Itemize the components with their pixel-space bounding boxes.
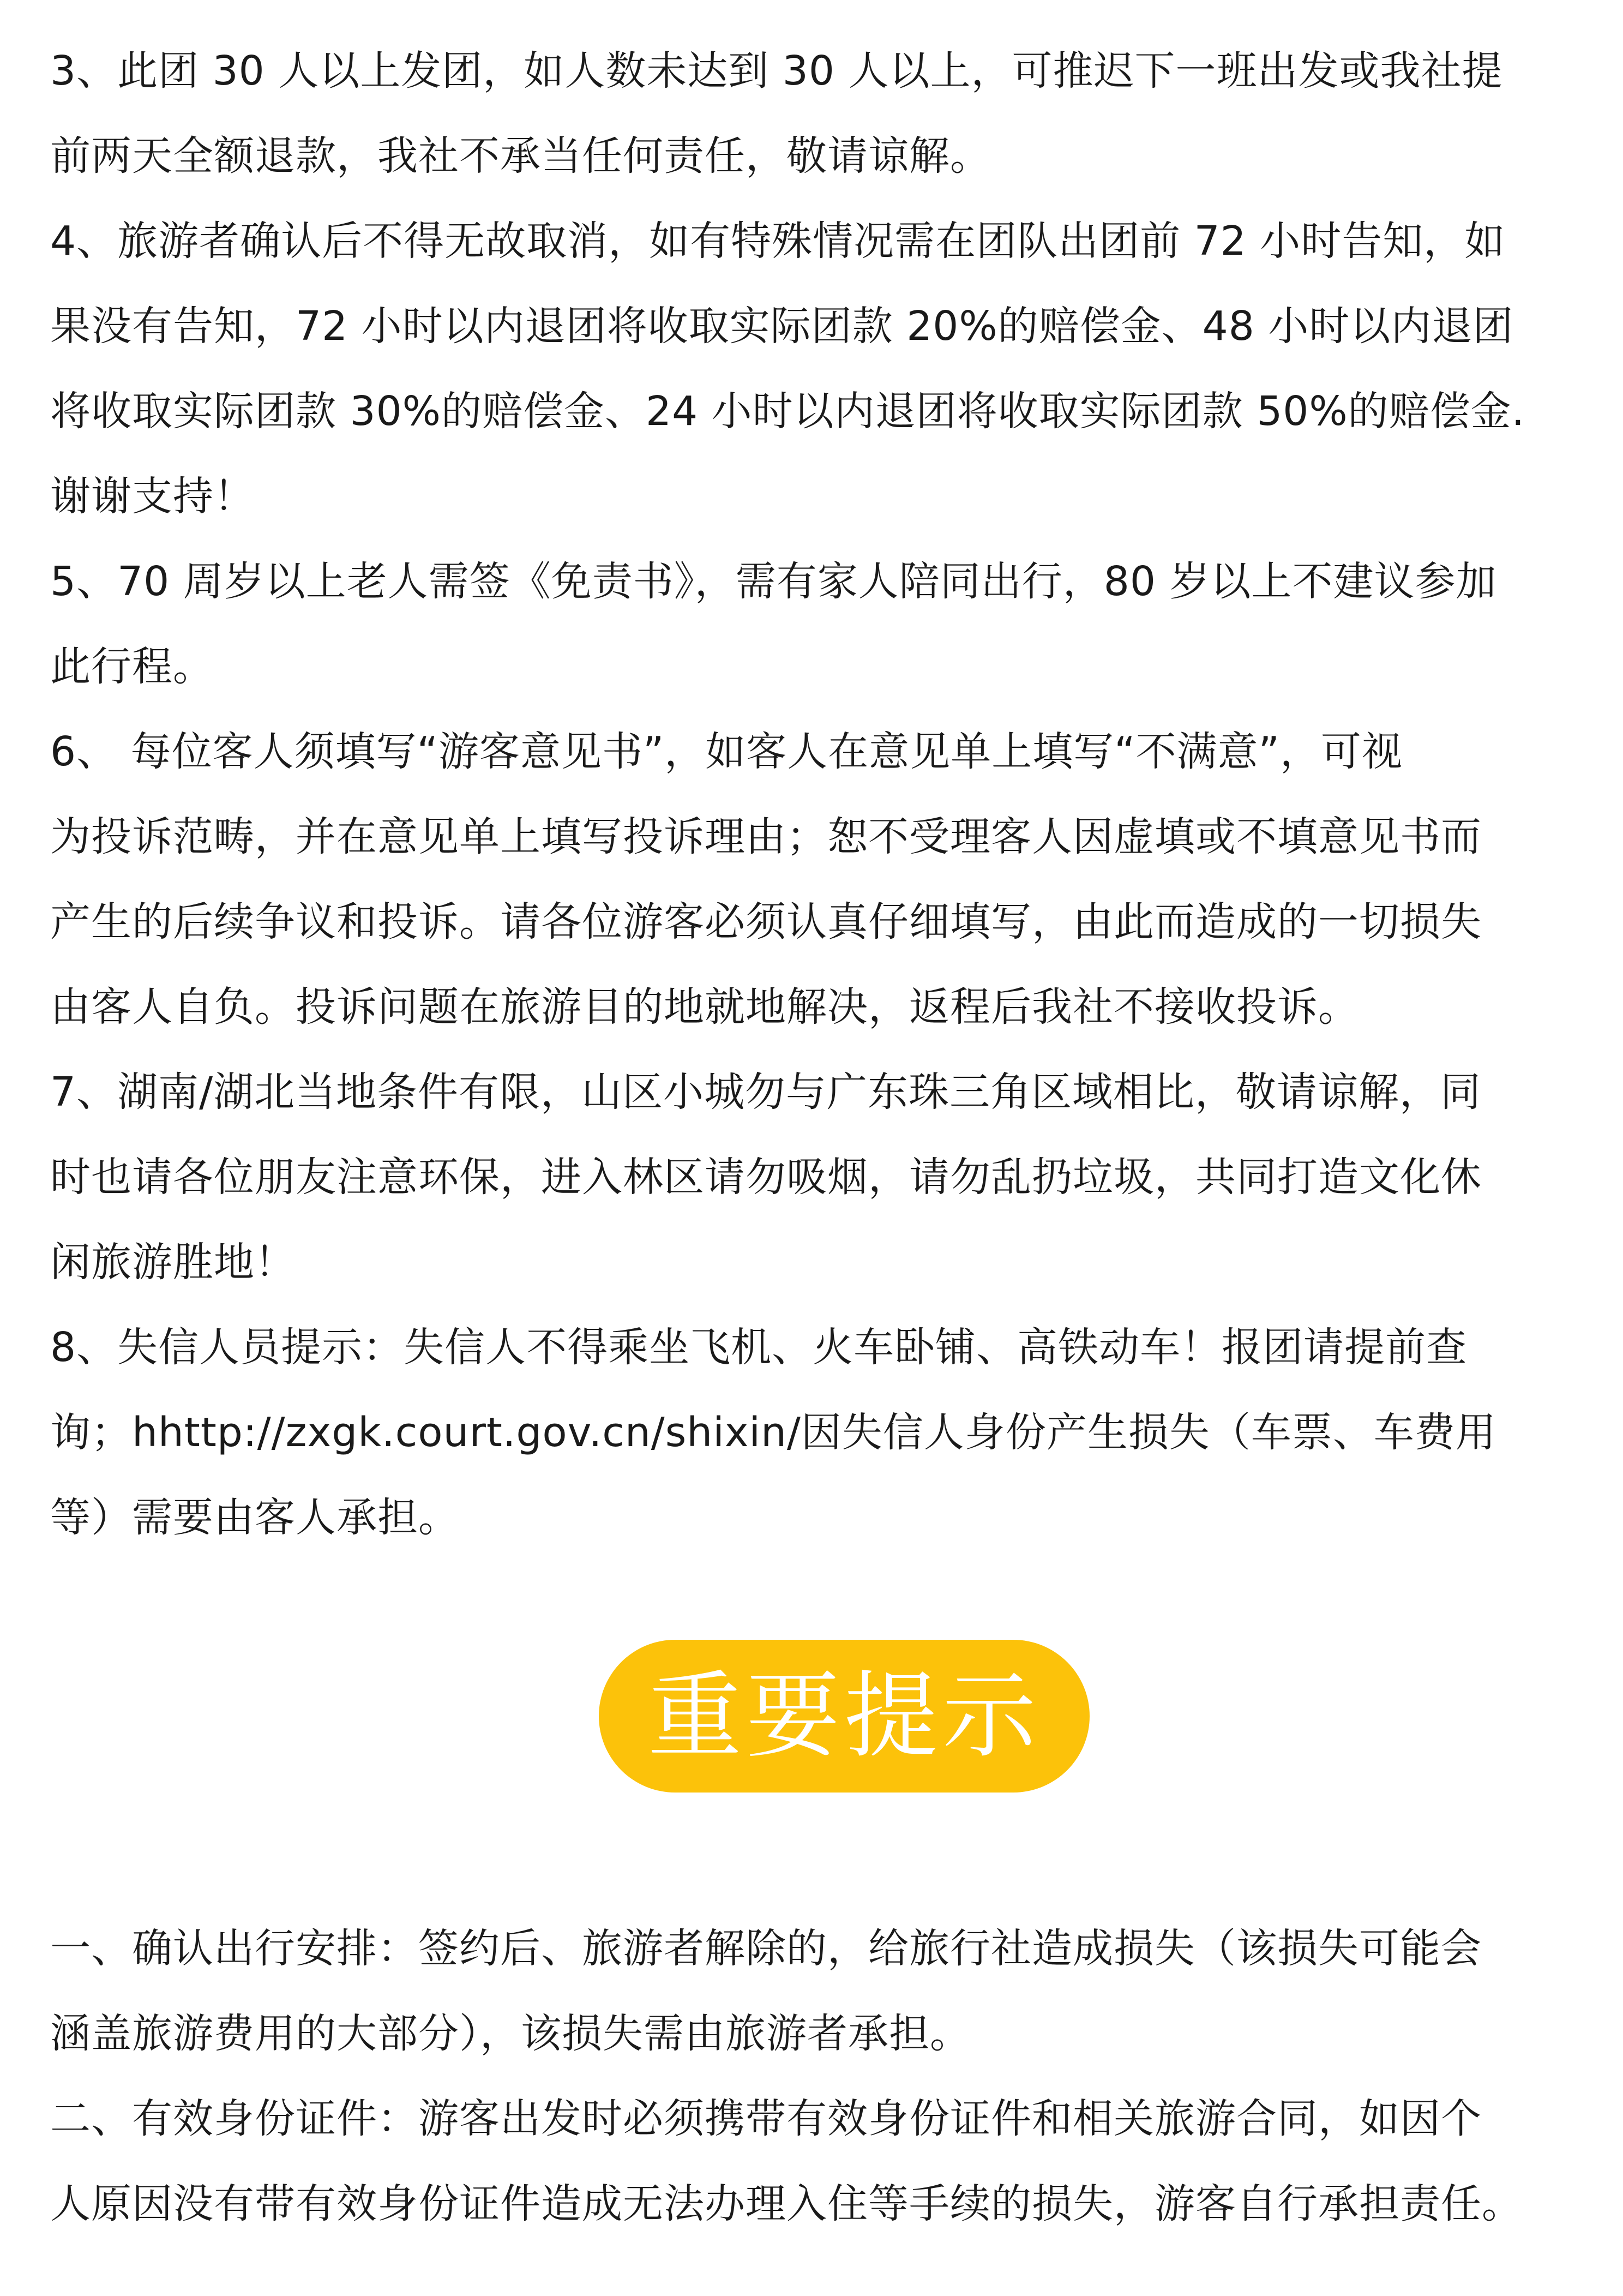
note-7-line-2: 时也请各位朋友注意环保，进入林区请勿吸烟，请勿乱扔垃圾，共同打造文化休 xyxy=(50,1154,1482,1201)
note-8 xyxy=(50,1305,1577,1560)
note-8-line-1: 8、失信人员提示：失信人不得乘坐飞机、火车卧铺、高铁动车！报团请提前查 xyxy=(50,1324,1468,1371)
note-3 xyxy=(50,28,1577,199)
note-5 xyxy=(50,539,1577,709)
note-6 xyxy=(50,709,1577,1050)
note-4-line-3: 将收取实际团款 30%的赔偿金、24 小时以内退团将收取实际团款 50%的赔偿金. xyxy=(50,388,1525,435)
banner-title: 重要提示 xyxy=(648,1661,1041,1771)
note-7-line-3: 闲旅游胜地！ xyxy=(50,1239,296,1286)
note-8-line-2: 询；hhttp://zxgk.court.gov.cn/shixin/因失信人身份产生损失（车票、车费用 xyxy=(50,1409,1496,1456)
note-5-line-1: 5、70 周岁以上老人需签《免责书》，需有家人陪同出行，80 岁以上不建议参加 xyxy=(50,558,1497,605)
tip-1-line-1: 一、确认出行安排：签约后、旅游者解除的，给旅行社造成损失（该损失可能会 xyxy=(50,1925,1482,1972)
note-4-line-4: 谢谢支持！ xyxy=(50,473,255,520)
note-8-line-3: 等）需要由客人承担。 xyxy=(50,1494,459,1541)
tip-2 xyxy=(50,2076,1577,2246)
note-4-line-1: 4、旅游者确认后不得无故取消，如有特殊情况需在团队出团前 72 小时告知，如 xyxy=(50,218,1506,265)
tip-2-line-2: 人原因没有带有效身份证件造成无法办理入住等手续的损失，游客自行承担责任。 xyxy=(50,2180,1523,2227)
note-3-line-1: 3、此团 30 人以上发团，如人数未达到 30 人以上，可推迟下一班出发或我社提 xyxy=(50,47,1503,94)
note-6-line-2: 为投诉范畴，并在意见单上填写投诉理由；恕不受理客人因虚填或不填意见书而 xyxy=(50,813,1482,860)
note-7-line-1: 7、湖南/湖北当地条件有限，山区小城勿与广东珠三角区域相比，敬请谅解，同 xyxy=(50,1069,1482,1116)
tip-2-line-1: 二、有效身份证件：游客出发时必须携带有效身份证件和相关旅游合同，如因个 xyxy=(50,2095,1482,2142)
important-tips-banner xyxy=(599,1640,1090,1793)
note-4-line-2: 果没有告知，72 小时以内退团将收取实际团款 20%的赔偿金、48 小时以内退团 xyxy=(50,303,1514,350)
note-7 xyxy=(50,1050,1577,1305)
tip-1-line-2: 涵盖旅游费用的大部分），该损失需由旅游者承担。 xyxy=(50,2010,971,2057)
note-3-line-2: 前两天全额退款，我社不承当任何责任，敬请谅解。 xyxy=(50,133,991,179)
note-6-line-1: 6、 每位客人须填写“游客意见书”，如客人在意见单上填写“不满意”，可视 xyxy=(50,728,1403,775)
note-5-line-2: 此行程。 xyxy=(50,643,214,690)
note-6-line-3: 产生的后续争议和投诉。请各位游客必须认真仔细填写，由此而造成的一切损失 xyxy=(50,898,1482,945)
tip-1 xyxy=(50,1906,1577,2076)
note-6-line-4: 由客人自负。投诉问题在旅游目的地就地解决，返程后我社不接收投诉。 xyxy=(50,984,1359,1030)
note-4 xyxy=(50,199,1577,539)
